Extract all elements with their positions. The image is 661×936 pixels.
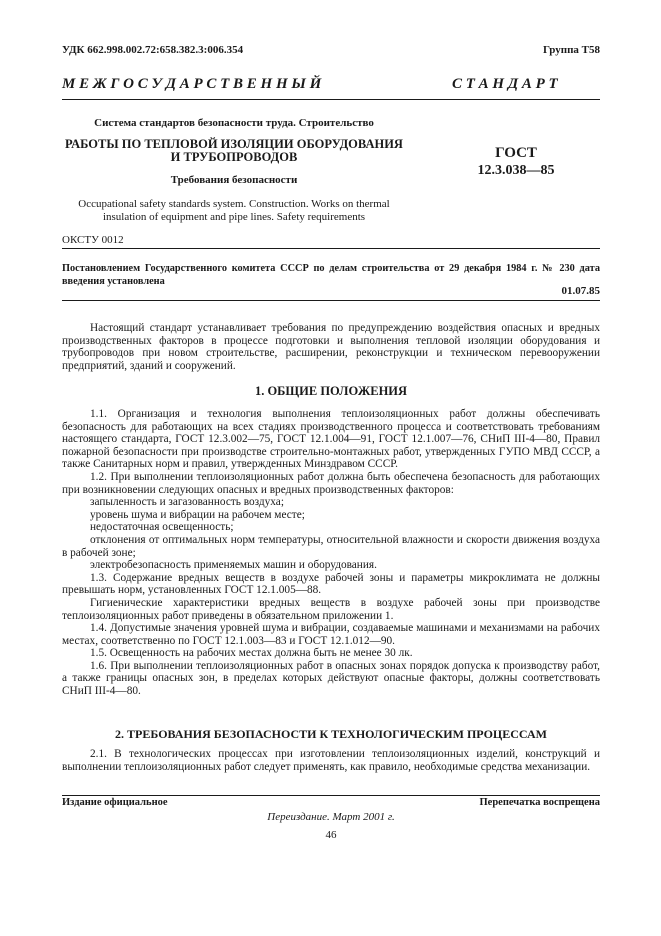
factor-item: отклонения от оптимальных норм температуры, относительной влажности и скорости движения воздуха в рабочей зоне; — [62, 533, 600, 559]
section-2-heading: 2. ТРЕБОВАНИЯ БЕЗОПАСНОСТИ К ТЕХНОЛОГИЧЕСКИМ ПРОЦЕССАМ — [115, 727, 547, 741]
banner-rule — [62, 99, 600, 100]
clause-1-1: 1.1. Организация и технология выполнения теплоизоляционных работ должны обеспечивать безопасность для работающих на всех стадиях производственного процесса и соответствовать требованиям настоящего стандарта, ГОСТ 12.3.002—75, ГОСТ 12.1.004—91, ГОСТ 12.1.007—76, СНиП III-4—80, Правил пожарной безопасности при производстве строительно-монтажных работ, утвержденных ГУПО МВД СССР, а также Санитарных норм и правил, утвержденных Минздравом СССР. — [62, 408, 600, 471]
clause-1-3-hygiene: Гигиенические характеристики вредных веществ в воздухе рабочей зоны при производстве теплоизоляционных работ приведены в обязательном приложении 1. — [62, 596, 600, 622]
title-line-2: И ТРУБОПРОВОДОВ — [170, 150, 298, 164]
intro-paragraph: Настоящий стандарт устанавливает требования по предупреждению воздействия опасных и вредных производственных факторов в процессе подготовки и выполнения тепловой изоляции оборудования и трубопроводов при новом строительстве, расширении, реконструкции и техническом перевооружении предприятий, зданий и сооружений. — [62, 322, 600, 372]
date-rule — [62, 300, 600, 301]
banner-standard: С Т А Н Д А Р Т — [452, 76, 558, 92]
document-subtitle: Требования безопасности — [170, 174, 298, 186]
clause-1-3: 1.3. Содержание вредных веществ в воздухе рабочей зоны и параметры микроклимата не должны превышать норм, установленных ГОСТ 12.1.005—88. — [62, 571, 600, 597]
gost-number: 12.3.038—85 — [477, 163, 555, 178]
factor-item: недостаточная освещенность; — [90, 521, 234, 534]
banner-interstate: М Е Ж Г О С У Д А Р С Т В Е Н Н Ы Й — [62, 76, 322, 92]
introduction-date: 01.07.85 — [561, 285, 600, 297]
factor-item: уровень шума и вибрации на рабочем месте; — [90, 508, 305, 521]
gost-label: ГОСТ — [495, 145, 537, 161]
english-title — [62, 198, 406, 224]
decree-text: Постановлением Государственного комитета СССР по делам строительства от 29 декабря 1984 г. № 230 дата введения установлена — [62, 263, 600, 287]
clause-1-2: 1.2. При выполнении теплоизоляционных работ должна быть обеспечена безопасность для работающих при возникновении следующих опасных и вредных производственных факторов: — [62, 470, 600, 496]
section-1-heading: 1. ОБЩИЕ ПОЛОЖЕНИЯ — [254, 384, 408, 398]
udk-code: УДК 662.998.002.72:658.382.3:006.354 — [62, 44, 244, 56]
footer-rule — [62, 795, 600, 796]
reprint-prohibited: Перепечатка воспрещена — [479, 797, 600, 808]
group-code: Группа Т58 — [542, 44, 600, 56]
clause-1-4: 1.4. Допустимые значения уровней шума и вибрации, создаваемые машинами и механизмами на рабочих местах, соответственно по ГОСТ 12.1.003—83 и ГОСТ 12.1.012—90. — [62, 622, 600, 647]
factor-item: запыленность и загазованность воздуха; — [90, 496, 284, 509]
section-1-body — [62, 408, 600, 698]
factor-item: электробезопасность применяемых машин и оборудования. — [90, 559, 377, 572]
english-line-2: insulation of equipment and pipe lines. Safety requirements — [102, 211, 366, 223]
clause-1-5: 1.5. Освещенность на рабочих местах должна быть не менее 30 лк. — [90, 647, 413, 660]
english-line-1: Occupational safety standards system. Construction. Works on thermal — [78, 198, 390, 210]
title-line-1: РАБОТЫ ПО ТЕПЛОВОЙ ИЗОЛЯЦИИ ОБОРУДОВАНИЯ — [65, 137, 403, 151]
clause-2-1: 2.1. В технологических процессах при изготовлении теплоизоляционных изделий, конструкций и выполнении теплоизоляционных работ следует применять, как правило, необходимые средства механизации. — [62, 748, 600, 773]
page-number: 46 — [325, 829, 337, 841]
reissue-note: Переиздание. Март 2001 г. — [267, 811, 395, 823]
document-title — [62, 138, 406, 164]
clause-1-6: 1.6. При выполнении теплоизоляционных работ в опасных зонах порядок допуска к производству работ, а также границы опасных зон, в пределах которых действуют опасные факторы, должны соответствовать СНиП III-4—80. — [62, 659, 600, 698]
official-edition: Издание официальное — [62, 797, 168, 808]
standards-system: Система стандартов безопасности труда. Строительство — [94, 117, 374, 129]
okstu-code: ОКСТУ 0012 — [62, 234, 124, 246]
okstu-rule — [62, 248, 600, 249]
